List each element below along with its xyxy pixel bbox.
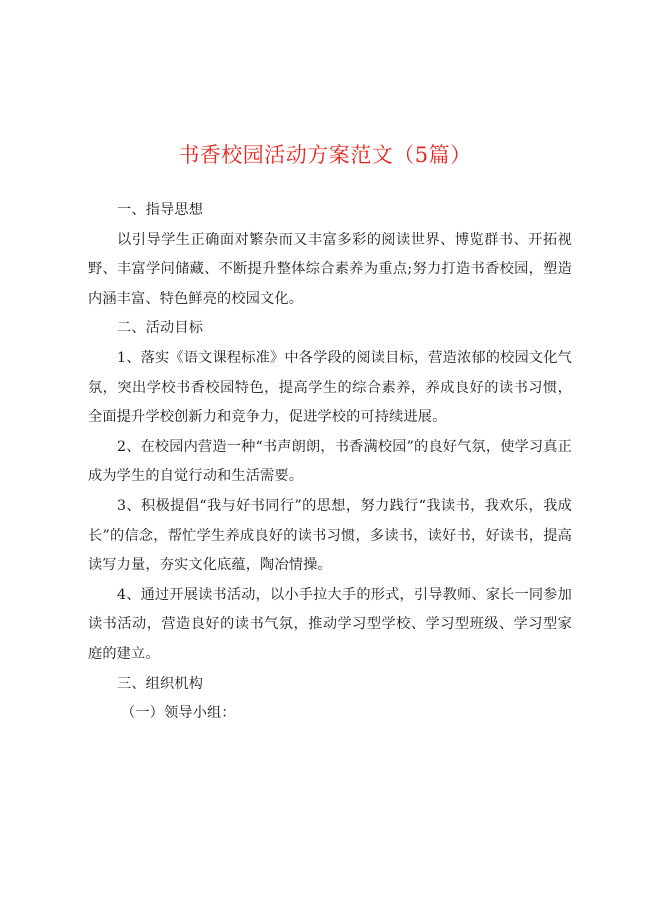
document-title: 书香校园活动方案范文（5篇） [178,143,472,167]
subheading-leadership-group: （一）领导小组： [121,705,236,722]
section-heading-organization: 三、组织机构 [117,675,204,692]
paragraph-goal-1: 1、落实《语文课程标准》中各学段的阅读目标，营造浓郁的校园文化气氛，突出学校书香校园特色，提高学生的综合素养，养成良好的读书习惯，全面提升学校创新力和竞争力，促进学校的可持续进展。 [88,349,572,426]
paragraph-goal-4: 4、通过开展读书活动，以小手拉大手的形式，引导教师、家长一同参加读书活动，营造良好的读书气氛，推动学习型学校、学习型班级、学习型家庭的建立。 [88,586,572,662]
paragraph-goal-3: 3、积极提倡“我与好书同行”的思想，努力践行“我读书，我欢乐，我成长”的信念，帮忙学生养成良好的读书习惯，多读书，读好书，好读书，提高读写力量，夯实文化底蕴，陶冶情操。 [88,497,572,574]
paragraph-goal-2: 2、在校园内营造一种“书声朗朗，书香满校园”的良好气氛，使学习真正成为学生的自觉行动和生活需要。 [88,438,572,485]
section-heading-guiding-thought: 一、指导思想 [117,202,204,218]
section-heading-activity-goals: 二、活动目标 [117,320,204,337]
document-body [88,196,572,729]
paragraph-guiding-thought: 以引导学生正确面对繁杂而又丰富多彩的阅读世界、博览群书、开拓视野、丰富学问储藏、不断提升整体综合素养为重点;努力打造书香校园，塑造内涵丰富、特色鲜亮的校园文化。 [88,231,572,307]
